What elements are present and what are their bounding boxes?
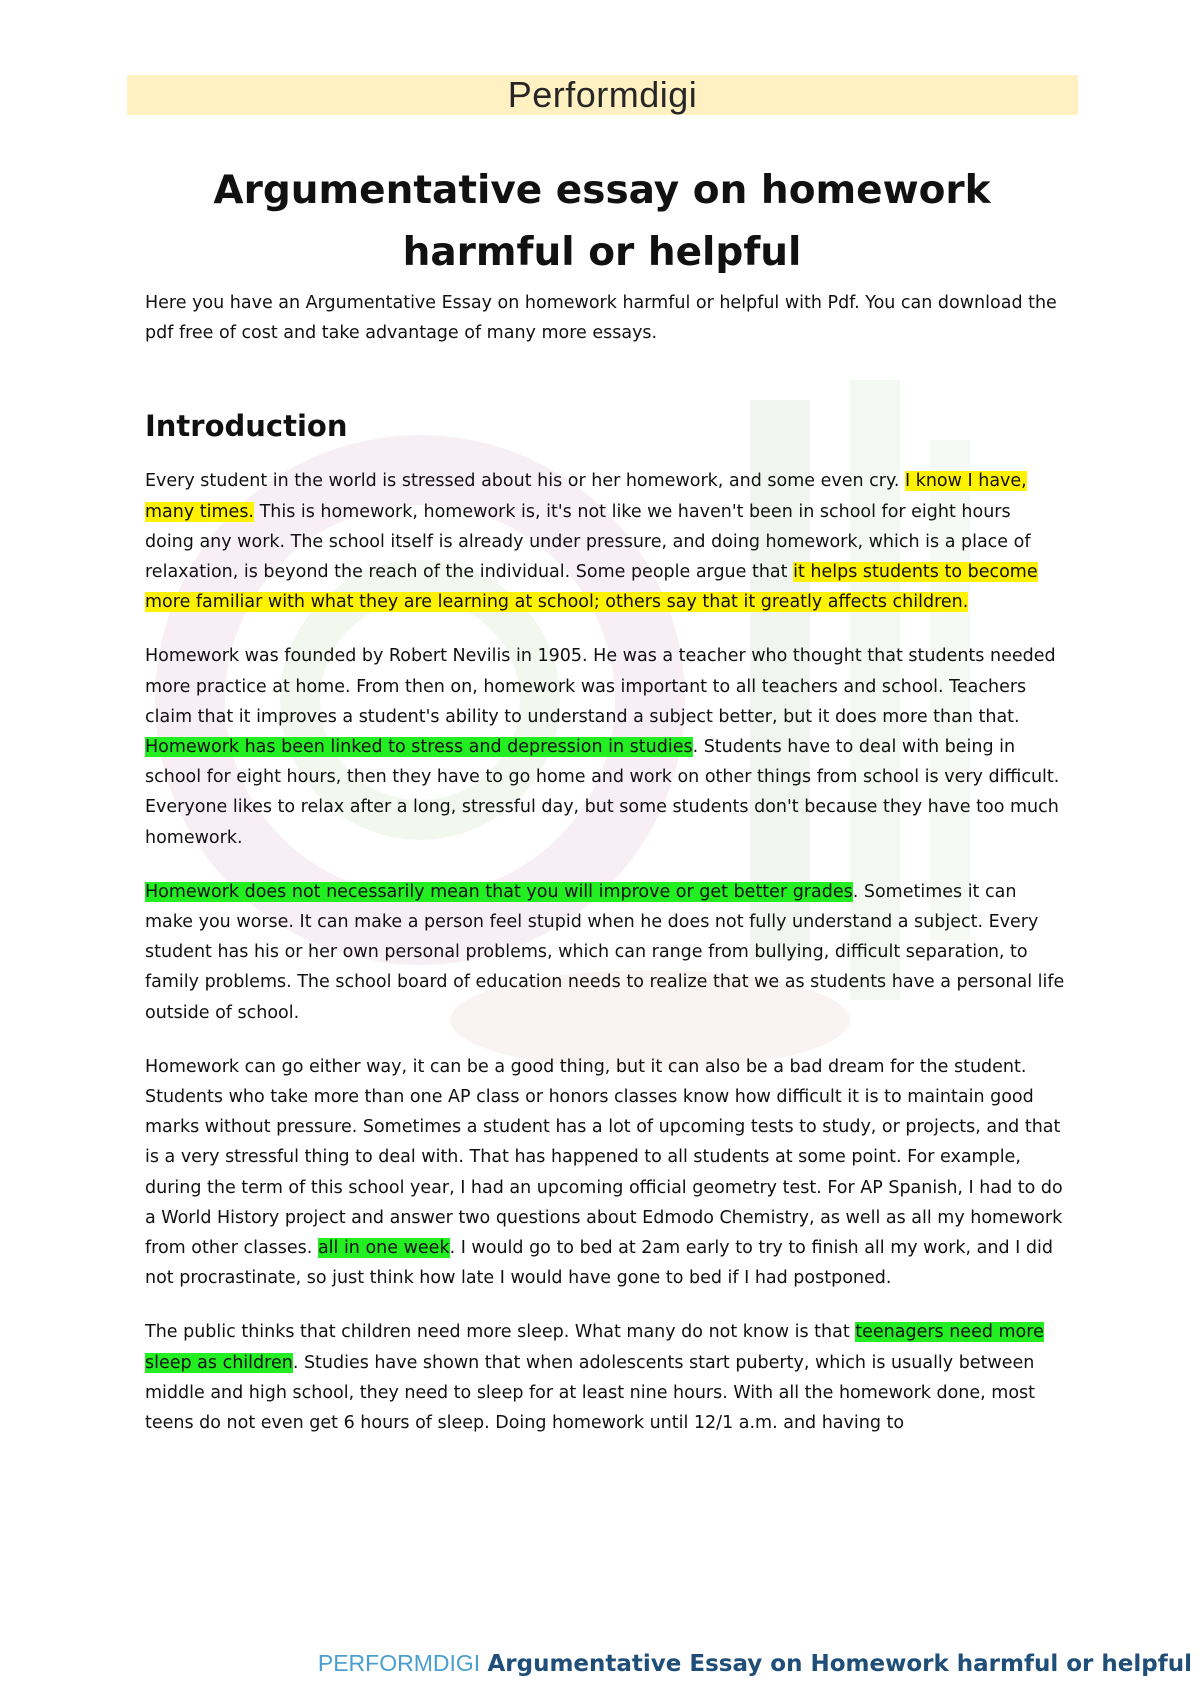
- intro-paragraph: Here you have an Argumentative Essay on homework harmful or helpful with Pdf. You can download the pdf free of cost and take advantage of many more essays.: [145, 293, 1057, 344]
- paragraph-5-text-b: . Studies have shown that when adolescents start puberty, which is usually between middle and high school, they need to sleep for at least nine hours. With all the homework done, most teens do not even get 6 hours of sleep. Doing homework until 12/1 a.m. and having to: [145, 1352, 1036, 1434]
- document-title: Argumentative essay on homework harmful or helpful: [213, 168, 991, 275]
- paragraph-3: [145, 877, 1065, 1028]
- paragraph-4: [145, 1052, 1065, 1294]
- highlight-yellow: it helps students to become more familiar with what they are learning at school; others say that it greatly affects children.: [145, 562, 1038, 613]
- paragraph-5-text-a: The public thinks that children need more sleep. What many do not know is that: [145, 1322, 856, 1343]
- paragraph-1-text-a: Every student in the world is stressed about his or her homework, and some even cry.: [145, 471, 905, 492]
- paragraph-2-text-a: Homework was founded by Robert Nevilis in 1905. He was a teacher who thought that students needed more practice at home. From then on, homework was important to all teachers and school. Teachers claim that it improves a student's ability to understand a subject better, but it does more than that.: [145, 646, 1056, 727]
- section-heading-introduction: Introduction: [145, 409, 348, 444]
- highlight-green: teenagers need more sleep as children: [145, 1322, 1044, 1373]
- paragraph-4-text-a: Homework can go either way, it can be a good thing, but it can also be a bad dream for the student. Students who take more than one AP class or honors classes know how difficult it is to maintain good marks without pressure. Sometimes a student has a lot of upcoming tests to study, or projects, and that is a very stressful thing to deal with. That has happened to all students at some point. For example, during the term of this school year, I had an upcoming official geometry test. For AP Spanish, I had to do a World History project and answer two questions about Edmodo Chemistry, as well as all my homework from other classes.: [145, 1056, 1063, 1259]
- paragraph-1: [145, 466, 1065, 617]
- brand-name: Performdigi: [507, 74, 698, 115]
- paragraph-4-text-b: . I would go to bed at 2am early to try to finish all my work, and I did not procrastinate, so just think how late I would have gone to bed if I had postponed.: [145, 1238, 1053, 1289]
- highlight-green: all in one week: [317, 1238, 450, 1259]
- footer-brand: PERFORMDIGI: [317, 1650, 481, 1676]
- paragraph-3-text-b: . Sometimes it can make you worse. It can make a person feel stupid when he does not fully understand a subject. Every student has his or her own personal problems, which can range from bullying, difficult separation, to family problems. The school board of education needs to realize that we as students have a personal life outside of school.: [145, 881, 1065, 1023]
- document-body: [145, 288, 1065, 1438]
- highlight-yellow: I know I have, many times.: [145, 471, 1027, 522]
- highlight-green: Homework has been linked to stress and depression in studies: [145, 737, 693, 758]
- paragraph-2-text-b: . Students have to deal with being in school for eight hours, then they have to go home and work on other things from school is very difficult. Everyone likes to relax after a long, stressful day, but some students don't because they have too much homework.: [145, 737, 1060, 848]
- paragraph-2: [145, 641, 1065, 852]
- brand-header-bar: [127, 75, 1078, 115]
- highlight-green: Homework does not necessarily mean that you will improve or get better grades: [145, 881, 853, 902]
- footer-document-title: Argumentative Essay on Homework harmful or helpful: [487, 1651, 1192, 1677]
- paragraph-1-text-b: This is homework, homework is, it's not like we haven't been in school for eight hours doing any work. The school itself is already under pressure, and doing homework, which is a place of relaxation, is beyond the reach of the individual. Some people argue that: [145, 501, 1031, 583]
- paragraph-5: [145, 1317, 1065, 1438]
- page-footer: [318, 1650, 1192, 1677]
